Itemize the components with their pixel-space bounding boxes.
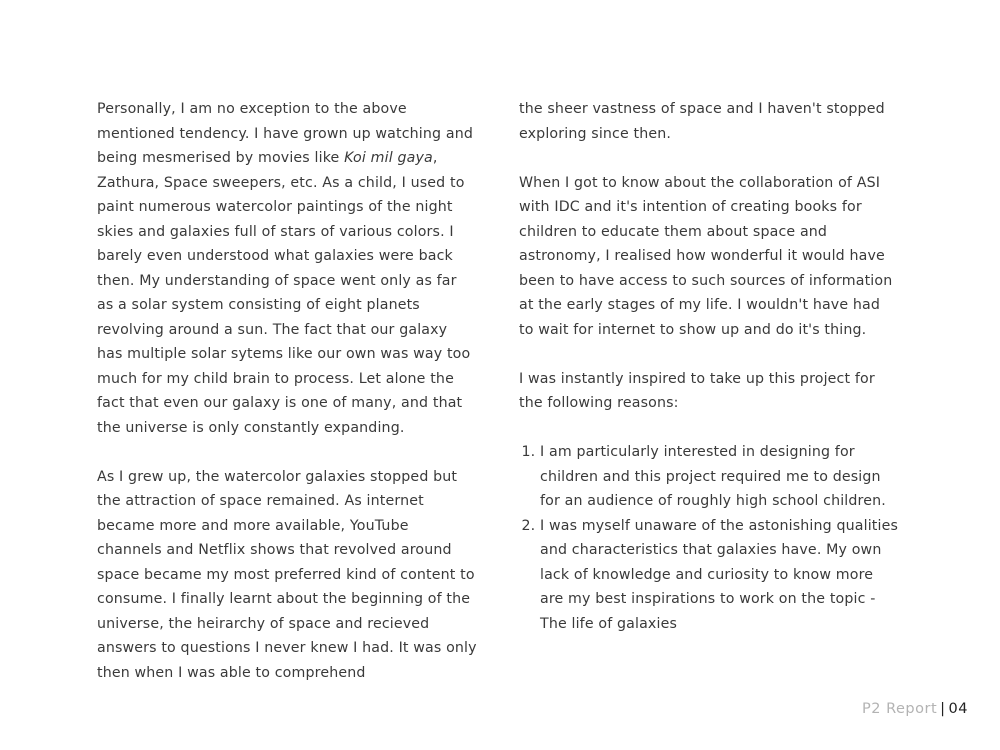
reasons-list [519, 440, 899, 636]
reason-item: 1. I am particularly interested in designing for children and this project required me to design for an audience of roughly high school children. [540, 440, 899, 514]
page-number: 04 [948, 701, 968, 717]
paragraph-text: Personally, I am no exception to the above mentioned tendency. I have grown up watching and being mesmerised by movies like [97, 101, 473, 166]
paragraph-collaboration: When I got to know about the collaboration of ASI with IDC and it's intention of creating books for children to educate them about space and astronomy, I realised how wonderful it would have been to have access to such sources of information at the early stages of my life. I wouldn't have had to wait for internet to show up and do it's thing. [519, 174, 893, 338]
left-column [97, 97, 477, 710]
report-label: P2 Report [862, 701, 938, 717]
reason-item: 2. I was myself unaware of the astonishing qualities and characteristics that galaxies have. My own lack of knowledge and curiosity to know more are my best inspirations to work on the topic - The life of galaxies [540, 514, 899, 637]
paragraph-text: , Zathura, Space sweepers, etc. As a child, I used to paint numerous watercolor paintings of the night skies and galaxies full of stars of various colors. I barely even understood what galaxies were back then. My understanding of space went only as far as a solar system consisting of eight planets revolving around a sun. The fact that our galaxy has multiple solar sytems like our own was way too much for my child brain to process. Let alone the fact that even our galaxy is one of many, and that the universe is only constantly expanding. [97, 150, 471, 436]
paragraph-inspiration: I was instantly inspired to take up this project for the following reasons: [519, 370, 875, 411]
page-footer [862, 701, 968, 717]
right-column [519, 97, 899, 636]
movie-title: Koi mil gaya [344, 150, 433, 166]
footer-separator: | [940, 701, 946, 717]
paragraph-childhood [97, 97, 477, 440]
paragraph-growing-up: As I grew up, the watercolor galaxies stopped but the attraction of space remained. As internet became more and more available, YouTube channels and Netflix shows that revolved around space became my most preferred kind of content to consume. I finally learnt about the beginning of the universe, the heirarchy of space and recieved answers to questions I never knew I had. It was only then when I was able to comprehend [97, 468, 477, 681]
paragraph-continuation: the sheer vastness of space and I haven't stopped exploring since then. [519, 101, 885, 142]
